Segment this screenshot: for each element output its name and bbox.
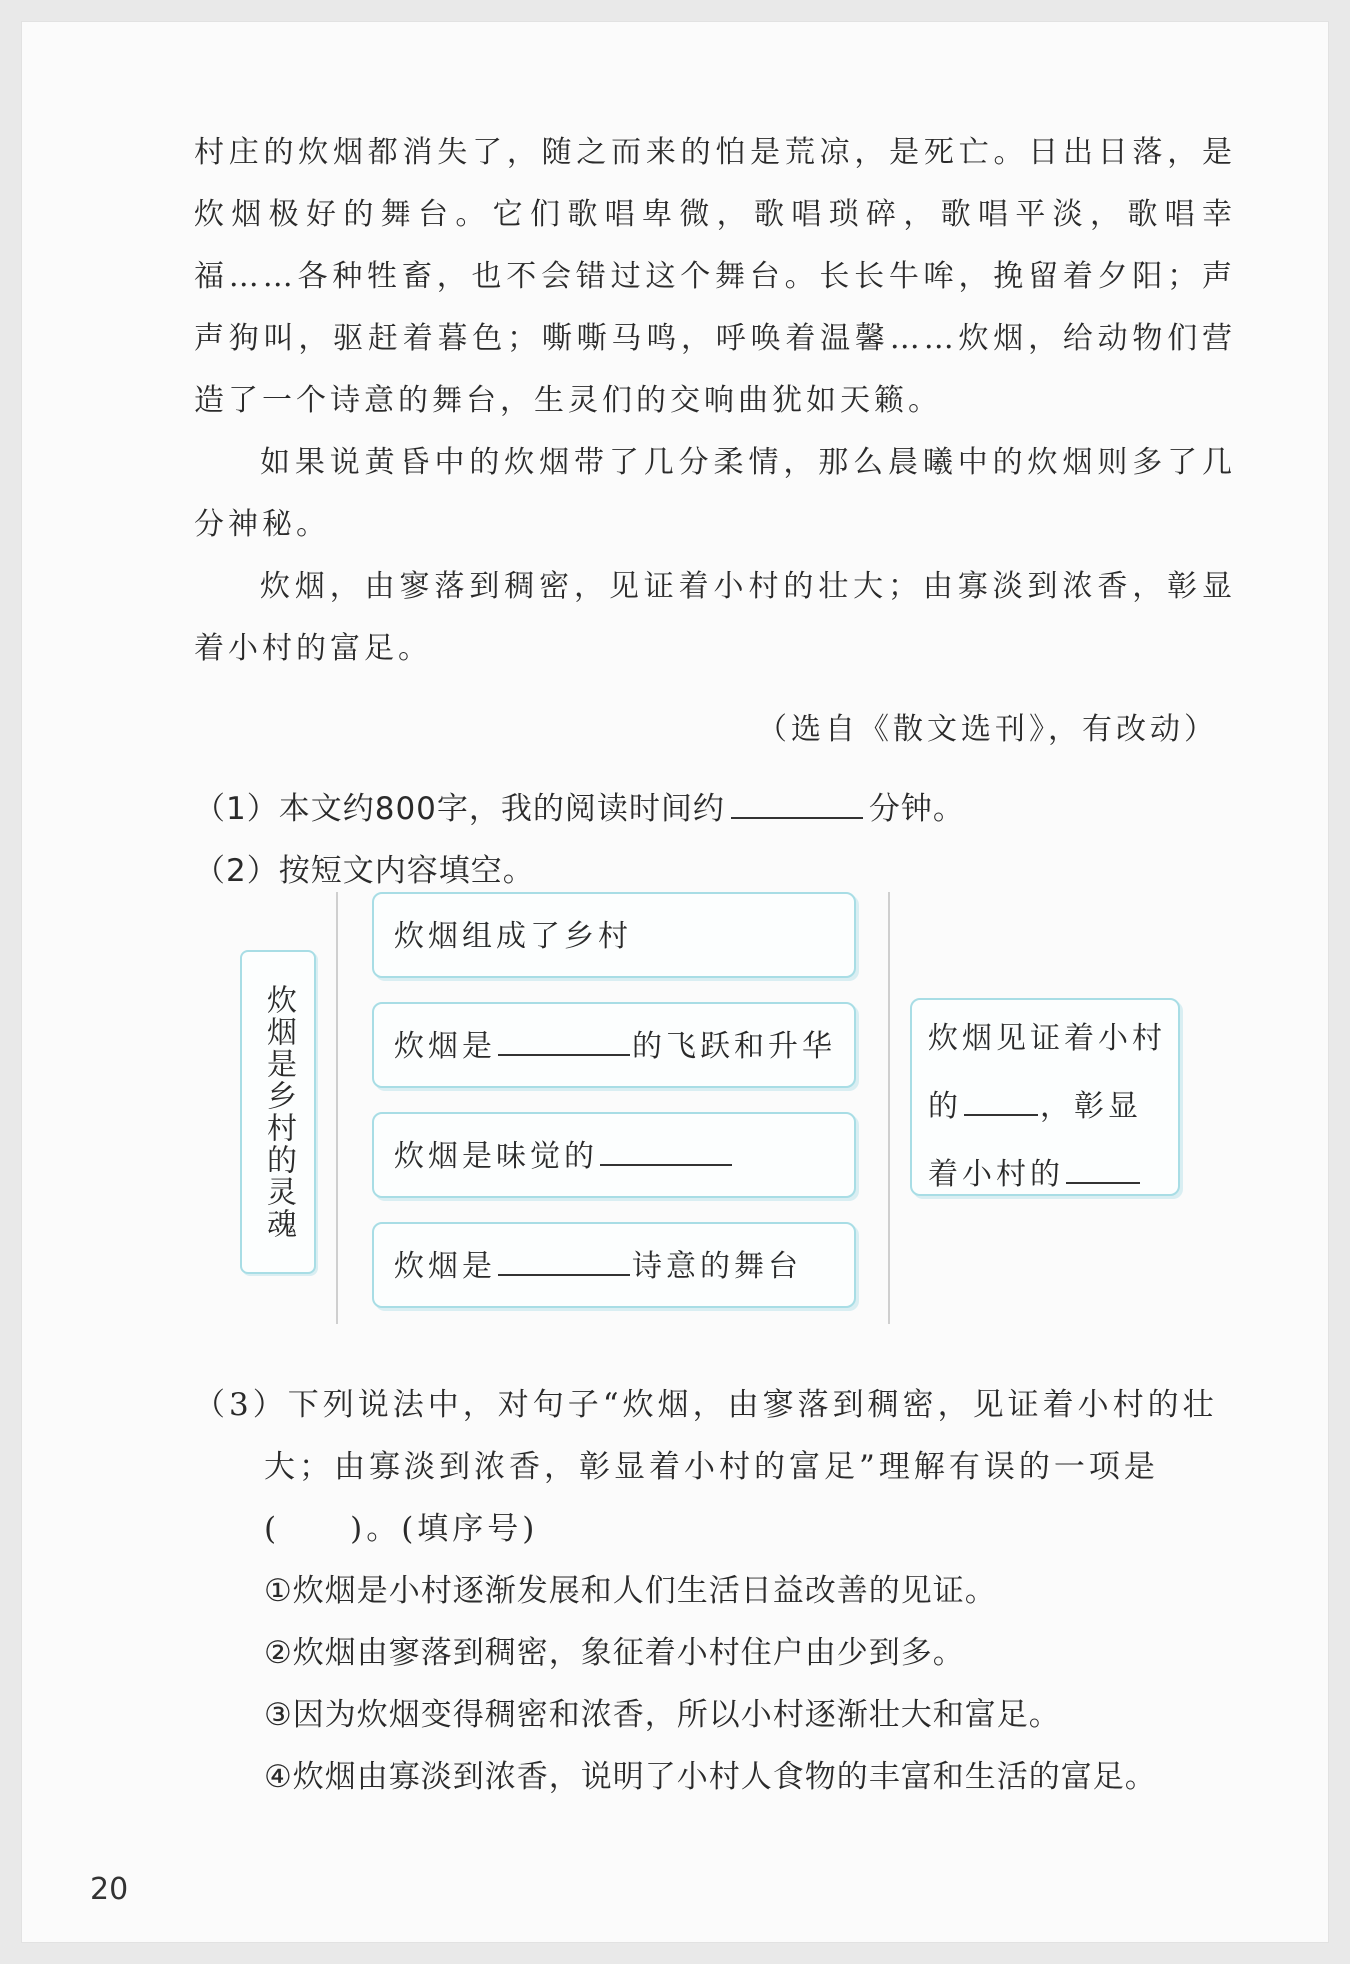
passage-paragraph-2: 如果说黄昏中的炊烟带了几分柔情，那么晨曦中的炊烟则多了几分神秘。 (194, 445, 1236, 542)
option-3: ③因为炊烟变得稠密和浓香，所以小村逐渐壮大和富足。 (264, 1697, 1061, 1733)
diagram-right-blank-2[interactable] (1066, 1138, 1140, 1184)
diagram-left-text: 炊烟是乡村的灵魂 (261, 984, 296, 1240)
diagram-right-blank-1[interactable] (964, 1070, 1038, 1116)
diagram-right-line-2b: ，彰显 (1040, 1089, 1142, 1124)
option-1: ①炊烟是小村逐渐发展和人们生活日益改善的见证。 (264, 1573, 997, 1609)
diagram-right-bracket (888, 892, 890, 1324)
diagram-box-4 (372, 1222, 856, 1308)
diagram-right-line-3 (928, 1138, 1166, 1206)
question-2: （2）按短文内容填空。 (194, 853, 535, 889)
diagram-box-4-suffix: 诗意的舞台 (632, 1249, 802, 1284)
reading-time-blank[interactable] (731, 787, 863, 819)
question-3-label: （3） (194, 1387, 288, 1423)
diagram-box-3-blank[interactable] (600, 1114, 732, 1166)
question-3-answer-slot[interactable]: ( )。(填序号) (264, 1511, 539, 1547)
diagram-box-4-prefix: 炊烟是 (394, 1249, 496, 1284)
question-3-line-1: 下列说法中，对句子“炊烟，由寥落到稠密，见证着小村的壮 (287, 1387, 1218, 1423)
diagram-right-line-2 (928, 1070, 1166, 1138)
question-3 (194, 1374, 1236, 1560)
question-3-line-2: 大；由寡淡到浓香，彰显着小村的富足”理解有误的一项是 (264, 1449, 1159, 1485)
diagram-box-2-prefix: 炊烟是 (394, 1029, 496, 1064)
question-1-prefix: （1）本文约800字，我的阅读时间约 (194, 791, 725, 827)
option-2: ②炊烟由寥落到稠密，象征着小村住户由少到多。 (264, 1635, 965, 1671)
diagram-box-2 (372, 1002, 856, 1088)
question-1-suffix: 分钟。 (868, 791, 965, 827)
passage-paragraph-1: 村庄的炊烟都消失了，随之而来的怕是荒凉，是死亡。日出日落，是炊烟极好的舞台。它们歌唱卑微，歌唱琐碎，歌唱平淡，歌唱幸福……各种牲畜，也不会错过这个舞台。长长牛哞，挽留着夕阳；声声狗叫，驱赶着暮色；嘶嘶马鸣，呼唤着温馨……炊烟，给动物们营造了一个诗意的舞台，生灵们的交响曲犹如天籁。 (194, 135, 1236, 418)
diagram-box-3-prefix: 炊烟是味觉的 (394, 1139, 598, 1174)
option-4: ④炊烟由寡淡到浓香，说明了小村人食物的丰富和生活的富足。 (264, 1759, 1157, 1795)
diagram-right-line-3-text: 着小村的 (928, 1157, 1064, 1192)
diagram-box-1-text: 炊烟组成了乡村 (394, 919, 632, 954)
diagram-left-bracket (336, 892, 338, 1324)
diagram-right-box (910, 998, 1180, 1196)
question-1 (194, 778, 965, 840)
diagram-box-4-blank[interactable] (498, 1224, 630, 1276)
page (22, 22, 1328, 1942)
diagram-box-2-suffix: 的飞跃和升华 (632, 1029, 836, 1064)
diagram-left-box (240, 950, 316, 1274)
page-number: 20 (90, 1872, 129, 1907)
diagram-box-2-blank[interactable] (498, 1004, 630, 1056)
passage-source: （选自《散文选刊》，有改动） (757, 712, 1218, 747)
diagram-box-3 (372, 1112, 856, 1198)
passage-paragraph-3: 炊烟，由寥落到稠密，见证着小村的壮大；由寡淡到浓香，彰显着小村的富足。 (194, 569, 1236, 666)
diagram-box-1 (372, 892, 856, 978)
diagram-right-line-2a: 的 (928, 1089, 962, 1124)
diagram-right-line-1: 炊烟见证着小村 (928, 1021, 1166, 1056)
